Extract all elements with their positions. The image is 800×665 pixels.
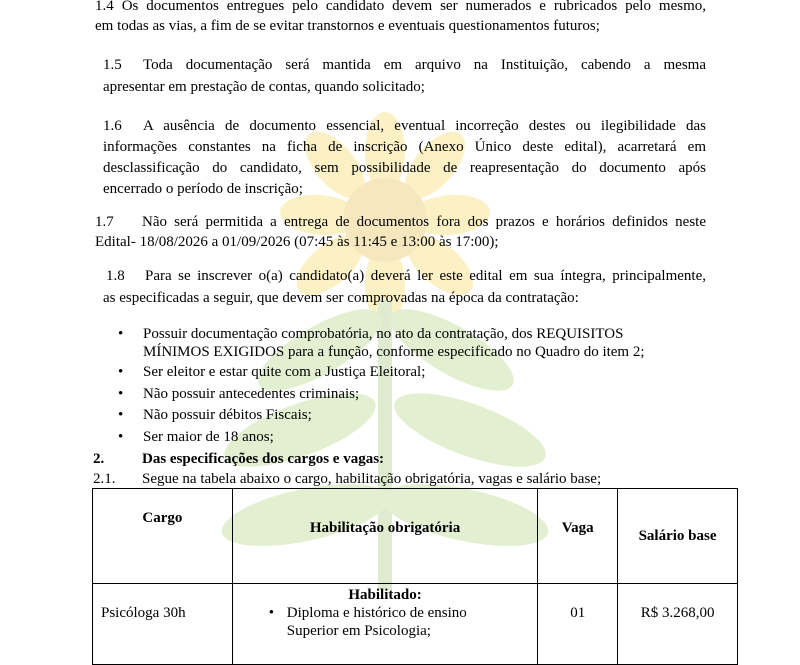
bullet-icon: •	[118, 429, 124, 445]
requirement-5: Ser maior de 18 anos;	[143, 429, 274, 445]
paragraph-1-6-number: 1.6	[103, 118, 122, 134]
table-row	[93, 584, 738, 665]
cell-salario: R$ 3.268,00	[618, 584, 738, 665]
bullet-icon: •	[118, 364, 124, 380]
habilitacao-item	[241, 604, 529, 640]
paragraph-1-5-number: 1.5	[103, 57, 122, 73]
requirement-1-line-1: Possuir documentação comprobatória, no ato da contratação, dos REQUISITOS	[143, 326, 624, 342]
requirement-4: Não possuir débitos Fiscais;	[143, 407, 312, 423]
section-2-title: Das especificações dos cargos e vagas:	[142, 451, 385, 467]
paragraph-1-6-line-4: encerrado o período de inscrição;	[103, 181, 303, 197]
cell-habilitacao	[232, 584, 537, 665]
paragraph-1-4-line-2: em todas as vias, a fim de se evitar transtornos e eventuais questionamentos futuros;	[95, 18, 600, 34]
section-2-1-number: 2.1.	[93, 471, 116, 487]
cargos-table	[92, 488, 738, 665]
requirement-3: Não possuir antecedentes criminais;	[143, 386, 360, 402]
bullet-icon: •	[268, 605, 275, 621]
bullet-icon: •	[118, 407, 124, 423]
cell-vaga: 01	[538, 584, 618, 665]
habilitacao-item-line-1: Diploma e histórico de ensino	[286, 605, 467, 621]
paragraph-1-6-line-2: informações constantes na ficha de inscrição (Anexo Único deste edital), acarretará em	[103, 139, 706, 155]
paragraph-1-7-line-1: Não será permitida a entrega de documentos fora dos prazos e horários definidos neste	[142, 214, 706, 230]
habilitado-label: Habilitado:	[348, 587, 422, 603]
paragraph-1-6-line-3: desclassificação do candidato, sem possibilidade de reapresentação do documento após	[103, 160, 706, 176]
cell-cargo: Psicóloga 30h	[93, 584, 233, 665]
bullet-icon: •	[118, 326, 124, 342]
bullet-icon: •	[118, 386, 124, 402]
paragraph-1-8-line-1: Para se inscrever o(a) candidato(a) deverá ler este edital em sua íntegra, principalmente,	[145, 268, 706, 284]
section-2-number: 2.	[93, 451, 105, 467]
paragraph-1-7-line-2: Edital- 18/08/2026 a 01/09/2026 (07:45 às 11:45 e 13:00 às 17:00);	[95, 234, 499, 250]
requirement-2: Ser eleitor e estar quite com a Justiça Eleitoral;	[143, 364, 426, 380]
paragraph-1-8-line-2: as especificadas a seguir, que devem ser comprovadas na época da contratação:	[103, 290, 579, 306]
header-cargo: Cargo	[93, 489, 233, 584]
section-2-1-text: Segue na tabela abaixo o cargo, habilitação obrigatória, vagas e salário base;	[142, 471, 602, 487]
paragraph-1-6-line-1: A ausência de documento essencial, eventual incorreção destes ou ilegibilidade das	[143, 118, 706, 134]
habilitacao-item-line-2: Superior em Psicologia;	[286, 623, 431, 639]
header-vaga: Vaga	[538, 489, 618, 584]
requirement-1-line-2: MÍNIMOS EXIGIDOS para a função, conforme especificado no Quadro do item 2;	[143, 344, 645, 360]
paragraph-1-5-line-1: Toda documentação será mantida em arquivo na Instituição, cabendo a mesma	[143, 57, 706, 73]
paragraph-1-4-line-1: 1.4 Os documentos entregues pelo candidato devem ser numerados e rubricados pelo mesmo,	[95, 0, 706, 14]
paragraph-1-8-number: 1.8	[106, 268, 125, 284]
table-header-row	[93, 489, 738, 584]
paragraph-1-5-line-2: apresentar em prestação de contas, quando solicitado;	[103, 79, 425, 95]
header-habilitacao: Habilitação obrigatória	[232, 489, 537, 584]
paragraph-1-7-number: 1.7	[95, 214, 114, 230]
header-salario: Salário base	[618, 489, 738, 584]
